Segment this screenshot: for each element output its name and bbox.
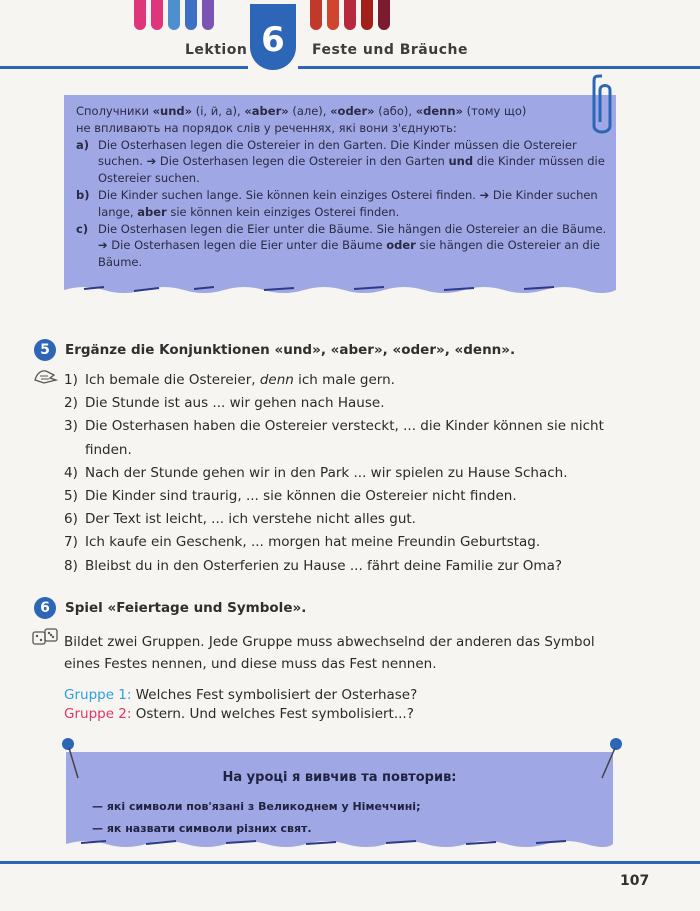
- writing-hand-icon: [32, 366, 60, 386]
- pushpin-icon: [58, 736, 82, 782]
- list-item: 5) Die Kinder sind traurig, ... sie können die Ostereier nicht finden.: [64, 488, 517, 505]
- paperclip-icon: [588, 72, 616, 140]
- lektion-label: Lektion: [185, 42, 248, 58]
- exercise-6-instructions: Bildet zwei Gruppen. Jede Gruppe muss abwechselnd der anderen das Symbol eines Festes nennen, und diese muss das Fest nennen.: [64, 634, 595, 672]
- list-item: 6) Der Text ist leicht, ... ich verstehe nicht alles gut.: [64, 511, 416, 528]
- list-item: 4) Nach der Stunde gehen wir in den Park ... wir spielen zu Hause Schach.: [64, 464, 568, 481]
- header-rule-left: [0, 66, 248, 69]
- color-bar: [202, 0, 214, 30]
- color-bar: [151, 0, 163, 30]
- color-bar: [361, 0, 373, 30]
- exercise-5-title: Ergänze die Konjunktionen «und», «aber», «oder», «denn».: [65, 342, 516, 358]
- color-bar: [327, 0, 339, 30]
- list-item: 7) Ich kaufe ein Geschenk, ... morgen hat meine Freundin Geburtstag.: [64, 534, 541, 551]
- grammar-example-a: a) Die Osterhasen legen die Ostereier in den Garten. Die Kinder müssen die Ostereier suchen. ➔ Die Osterhasen legen die Ostereier in den Garten und die Kinder müssen die Ostereier suchen.: [76, 137, 605, 186]
- dialog-line: Gruppe 1: Welches Fest symbolisiert der Osterhase?: [64, 687, 418, 703]
- grammar-note-box: [64, 95, 616, 295]
- list-item: 3) Die Osterhasen haben die Ostereier versteckt, ... die Kinder können sie nicht finden.: [64, 418, 604, 458]
- grammar-note-intro: Сполучники «und» (і, й, а), «aber» (але), «oder» (або), «denn» (тому що): [76, 104, 527, 118]
- footer-rule: [0, 861, 700, 864]
- grammar-example-b: b) Die Kinder suchen lange. Sie können kein einziges Osterei finden. ➔ Die Kinder suchen lange, aber sie können kein einziges Osterei finden.: [76, 187, 598, 219]
- lesson-number-badge: 6: [250, 4, 296, 70]
- color-bar: [185, 0, 197, 30]
- exercise-5-heading: [34, 339, 515, 361]
- color-bar: [344, 0, 356, 30]
- color-bar: [168, 0, 180, 30]
- color-bar: [378, 0, 390, 30]
- decorative-color-bars-right: [310, 0, 390, 30]
- grammar-note-intro-line2: не впливають на порядок слів у реченнях, які вони з'єднують:: [76, 120, 457, 135]
- summary-title: На уроці я вивчив та повторив:: [222, 770, 457, 785]
- exercise-6-heading: [34, 597, 306, 619]
- color-bar: [310, 0, 322, 30]
- exercise-6-title: Spiel «Feiertage und Symbole».: [65, 600, 307, 616]
- torn-edge-decoration: [64, 283, 616, 297]
- list-item: 8) Bleibst du in den Osterferien zu Hause ... fährt deine Familie zur Oma?: [64, 557, 563, 574]
- exercise-number-badge: 6: [34, 597, 56, 619]
- torn-edge-decoration: [66, 838, 613, 850]
- decorative-color-bars-left: [134, 0, 214, 30]
- exercise-number-badge: 5: [34, 339, 56, 361]
- grammar-example-c: c) Die Osterhasen legen die Eier unter die Bäume. Sie hängen die Ostereier an die Bäume. ➔ Die Osterhasen legen die Eier unter die Bäume oder sie hängen die Ostereier an die Bäume.: [76, 221, 607, 270]
- exercise-5-list: [64, 369, 634, 578]
- lesson-topic: Feste und Bräuche: [312, 42, 468, 58]
- summary-item: — як назвати символи різних свят.: [92, 822, 312, 835]
- page-number: 107: [620, 873, 650, 889]
- header-rule-right: [298, 66, 700, 69]
- color-bar: [134, 0, 146, 30]
- dialog-line: Gruppe 2: Ostern. Und welches Fest symbolisiert...?: [64, 706, 414, 722]
- lesson-summary-box: [66, 752, 613, 848]
- dice-icon: [30, 626, 60, 650]
- list-item: 1) Ich bemale die Ostereier, denn ich male gern.: [64, 372, 395, 388]
- page-header: [0, 0, 700, 80]
- summary-item: — які символи пов'язані з Великоднем у Німеччині;: [92, 800, 421, 813]
- list-item: 2) Die Stunde ist aus ... wir gehen nach Hause.: [64, 395, 385, 412]
- pushpin-icon: [596, 736, 626, 782]
- exercise-6-dialog: [64, 686, 417, 724]
